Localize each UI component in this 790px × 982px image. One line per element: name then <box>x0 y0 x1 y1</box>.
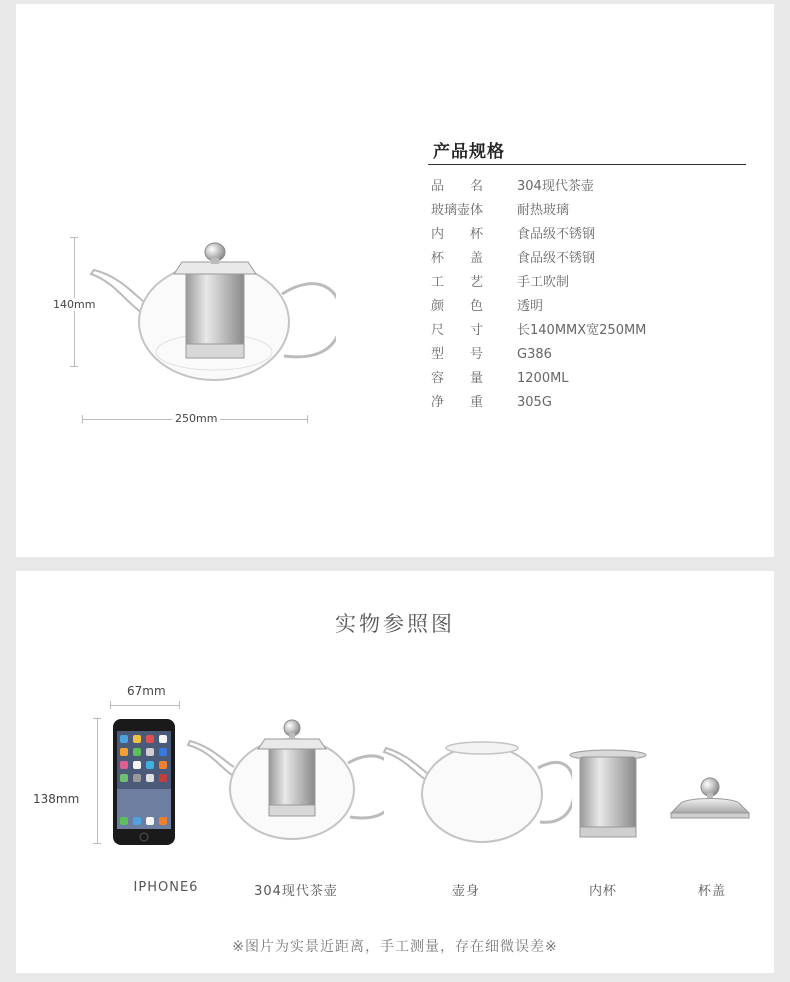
teapot-image <box>86 232 336 392</box>
caption-inner-cup: 内杯 <box>588 884 617 899</box>
spec-row <box>431 199 646 223</box>
height-tick-bottom <box>70 366 78 367</box>
teapot-image <box>184 711 384 851</box>
real-reference-panel <box>16 571 774 973</box>
spec-row <box>431 223 646 247</box>
phone-width-tick-left <box>110 701 111 709</box>
spec-key: 玻璃壶体 <box>431 203 484 218</box>
spec-row <box>431 247 646 271</box>
spec-key: 尺 寸 <box>431 323 484 338</box>
spec-divider <box>428 164 746 165</box>
spec-key: 净 重 <box>431 395 484 410</box>
spec-key: 工 艺 <box>431 275 484 290</box>
height-tick-top <box>70 237 78 238</box>
spec-key: 型 号 <box>431 347 484 362</box>
caption-body: 壶身 <box>451 884 480 899</box>
spec-table <box>431 175 646 415</box>
phone-height-tick-top <box>93 718 101 719</box>
inner-cup-image <box>568 749 648 844</box>
spec-key: 颜 色 <box>431 299 484 314</box>
spec-key: 容 量 <box>431 371 484 386</box>
footnote: ※图片为实景近距离，手工测量，存在细微误差※ <box>232 939 558 955</box>
phone-height-label: 138mm <box>33 792 80 806</box>
spec-row <box>431 295 646 319</box>
spec-value: 食品级不锈钢 <box>517 251 596 266</box>
spec-key: 品 名 <box>431 179 484 194</box>
spec-value: 耐热玻璃 <box>517 203 570 218</box>
spec-value: 长140MMX宽250MM <box>517 323 647 338</box>
caption-phone: IPHONE6 <box>133 880 199 895</box>
phone-height-tick-bottom <box>93 843 101 844</box>
phone-height-line <box>97 718 98 844</box>
caption-teapot: 304现代茶壶 <box>254 884 338 899</box>
section-title: 实物参照图 <box>335 612 455 636</box>
spec-row <box>431 367 646 391</box>
spec-key: 杯 盖 <box>431 251 484 266</box>
spec-row <box>431 391 646 415</box>
width-label: 250mm <box>172 412 220 425</box>
caption-lid: 杯盖 <box>697 884 726 899</box>
height-label: 140mm <box>53 298 96 311</box>
spec-row <box>431 175 646 199</box>
spec-value: 305G <box>517 395 552 410</box>
spec-value: 304现代茶壶 <box>517 179 594 194</box>
spec-row <box>431 271 646 295</box>
width-tick-right <box>307 415 308 423</box>
phone-width-tick-right <box>179 701 180 709</box>
spec-value: 食品级不锈钢 <box>517 227 596 242</box>
spec-value: 手工吹制 <box>517 275 570 290</box>
spec-row <box>431 343 646 367</box>
lid-image <box>669 773 751 828</box>
teapot-body-image <box>382 736 572 851</box>
spec-value: G386 <box>517 347 552 362</box>
spec-panel <box>16 4 774 557</box>
spec-value: 1200ML <box>517 371 569 386</box>
width-tick-left <box>82 415 83 423</box>
spec-row <box>431 319 646 343</box>
spec-title: 产品规格 <box>433 142 505 162</box>
spec-value: 透明 <box>517 299 544 314</box>
phone-width-label: 67mm <box>127 684 166 698</box>
spec-key: 内 杯 <box>431 227 484 242</box>
phone-image <box>113 719 175 845</box>
phone-width-line <box>110 705 180 706</box>
